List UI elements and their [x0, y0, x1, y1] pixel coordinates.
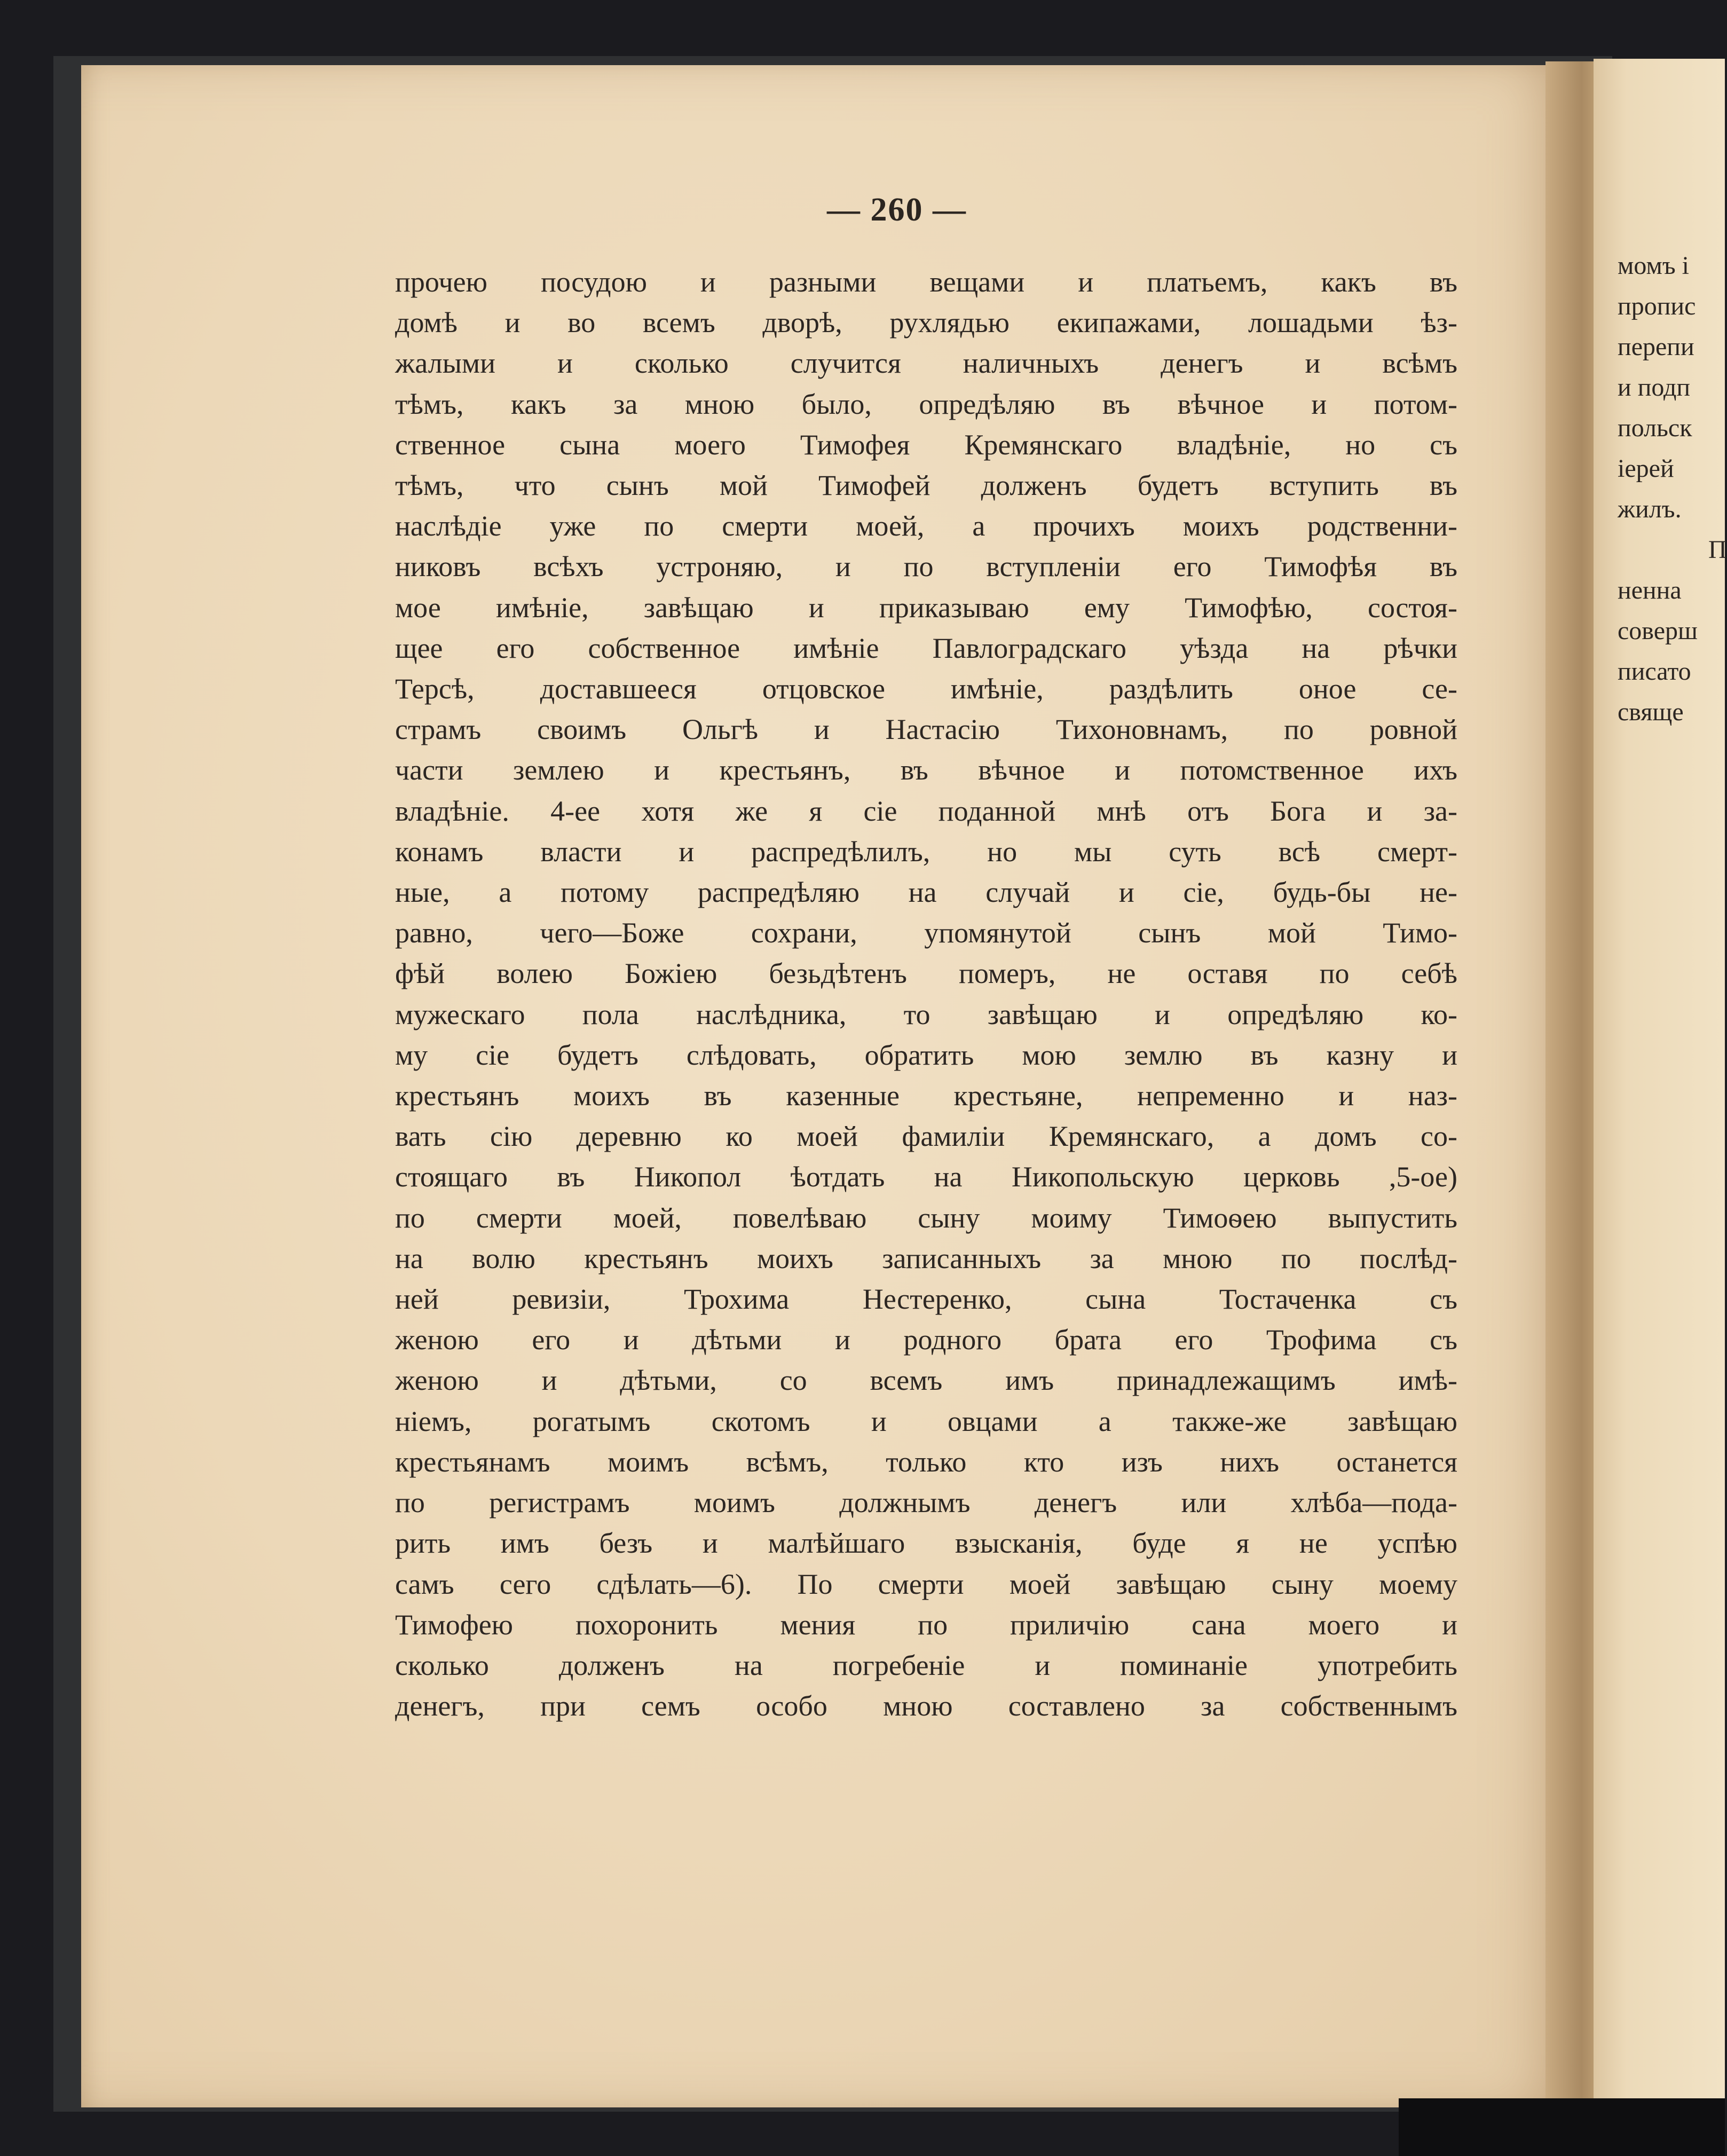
text-line: части землею и крестьянъ, въ вѣчное и потомственное ихъ: [395, 754, 1457, 786]
text-line: тѣмъ, что сынъ мой Тимофей долженъ будетъ вступить въ: [395, 469, 1457, 502]
text-line: на волю крестьянъ моихъ записанныхъ за мною по послѣд-: [395, 1242, 1457, 1274]
text-line: наслѣдіе уже по смерти моей, а прочихъ моихъ родственни-: [395, 510, 1457, 542]
text-line: ные, а потому распредѣляю на случай и сіе, будь-бы не-: [395, 876, 1457, 909]
text-line: прочею посудою и разными вещами и платьемъ, какъ въ: [395, 266, 1457, 298]
right-text-line: писато: [1618, 657, 1691, 686]
text-line: женою его и дѣтьми и родного брата его Трофима съ: [395, 1324, 1457, 1356]
background-shadow: [1399, 2098, 1725, 2156]
text-line: му сіе будетъ слѣдовать, обратить мою землю въ казну и: [395, 1038, 1457, 1071]
text-line: мое имѣніе, завѣщаю и приказываю ему Тимофѣю, состоя-: [395, 591, 1457, 624]
text-line: Терсѣ, доставшееся отцовское имѣніе, раздѣлить оное се-: [395, 673, 1457, 705]
text-line: равно, чего—Боже сохрани, упомянутой сынъ мой Тимо-: [395, 917, 1457, 949]
text-line: ніемъ, рогатымъ скотомъ и овцами а также-же завѣщаю: [395, 1405, 1457, 1437]
text-line: вать сію деревню ко моей фамиліи Кремянскаго, а домъ со-: [395, 1120, 1457, 1153]
text-line: щее его собственное имѣніе Павлоградскаго уѣзда на рѣчки: [395, 632, 1457, 664]
text-line: страмъ своимъ Ольгѣ и Настасію Тихоновнамъ, по ровной: [395, 713, 1457, 746]
text-line: мужескаго пола наслѣдника, то завѣщаю и опредѣляю ко-: [395, 998, 1457, 1030]
body-text: [395, 262, 1457, 1726]
right-text-line: польск: [1618, 414, 1692, 442]
right-text-line: пропис: [1618, 292, 1696, 320]
text-line: денегъ, при семъ особо мною составлено за собственнымъ: [395, 1690, 1457, 1722]
text-line: стоящаго въ Никопол ѣотдать на Никопольскую церковь ,5-ое): [395, 1161, 1457, 1193]
text-line: по регистрамъ моимъ должнымъ денегъ или хлѣба—пода-: [395, 1486, 1457, 1519]
text-line: крестьянъ моихъ въ казенные крестьяне, непременно и наз-: [395, 1080, 1457, 1112]
text-line: ней ревизіи, Трохима Нестеренко, сына Тостаченка съ: [395, 1283, 1457, 1316]
text-line: сколько долженъ на погребеніе и поминаніе употребить: [395, 1649, 1457, 1681]
text-line: Тимофею похоронить мения по приличію сана моего и: [395, 1608, 1457, 1641]
text-line: конамъ власти и распредѣлилъ, но мы суть всѣ смерт-: [395, 835, 1457, 868]
right-text-line: іерей: [1618, 454, 1674, 483]
text-line: тѣмъ, какъ за мною было, опредѣляю въ вѣчное и потом-: [395, 388, 1457, 420]
right-text-line: ненна: [1618, 576, 1682, 604]
text-line: крестьянамъ моимъ всѣмъ, только кто изъ нихъ останется: [395, 1445, 1457, 1478]
right-text-line: соверш: [1618, 617, 1698, 645]
text-line: по смерти моей, повелѣваю сыну моиму Тимоѳею выпустить: [395, 1201, 1457, 1234]
right-page-text: [1618, 246, 1727, 733]
text-line: рить имъ безъ и малѣйшаго взысканія, буде я не успѣю: [395, 1527, 1457, 1560]
text-line: женою и дѣтьми, со всемъ имъ принадлежащимъ имѣ-: [395, 1364, 1457, 1397]
text-line: домѣ и во всемъ дворѣ, рухлядью екипажами, лошадьми ѣз-: [395, 306, 1457, 339]
right-text-line: жилъ.: [1618, 495, 1682, 523]
right-text-line: и подп: [1618, 373, 1691, 402]
right-text-line: момъ і: [1618, 251, 1689, 280]
page-number: — 260 —: [827, 192, 967, 228]
right-text-line: П: [1708, 536, 1727, 564]
text-line: ственное сына моего Тимофея Кремянскаго владѣніе, но съ: [395, 428, 1457, 461]
text-line: никовъ всѣхъ устроняю, и по вступленіи его Тимофѣя въ: [395, 550, 1457, 583]
text-line: владѣніе. 4-ее хотя же я сіе поданной мнѣ отъ Бога и за-: [395, 794, 1457, 827]
right-text-line: свяще: [1618, 698, 1684, 726]
text-line: фѣй волею Божіею безьдѣтенъ померъ, не оставя по себѣ: [395, 957, 1457, 990]
text-line: жалыми и сколько случится наличныхъ денегъ и всѣмъ: [395, 347, 1457, 380]
text-line: самъ сего сдѣлать—6). По смерти моей завѣщаю сыну моему: [395, 1568, 1457, 1600]
right-text-line: перепи: [1618, 333, 1694, 361]
